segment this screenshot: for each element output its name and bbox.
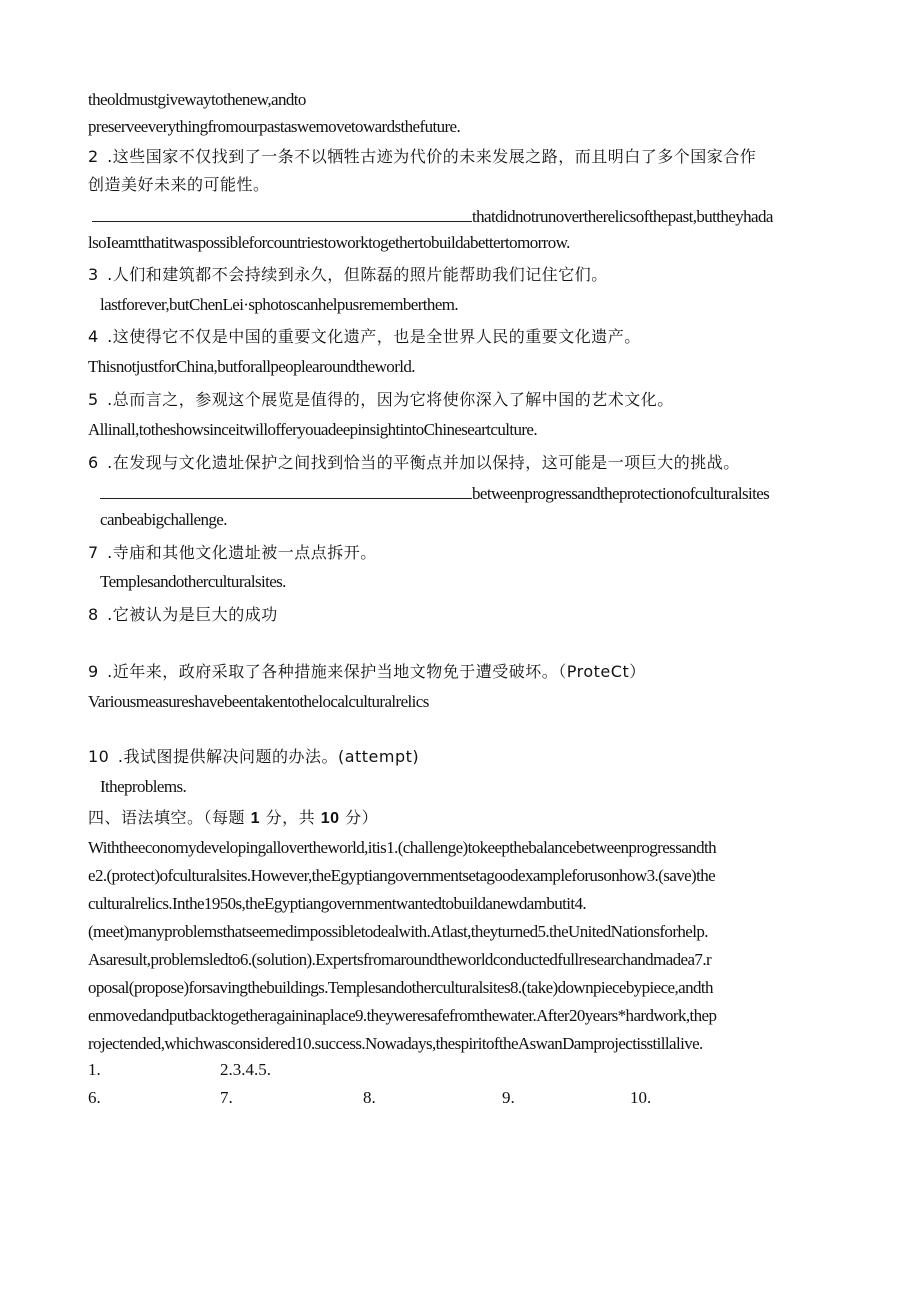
answer-slot-7[interactable]: 7.	[220, 1088, 233, 1107]
question-6-en-text: betweenprogressandtheprotectionofculturalsites	[472, 484, 770, 503]
answer-slot-1[interactable]: 1.	[88, 1060, 101, 1079]
question-2-cn: 2 .这些国家不仅找到了一条不以牺牲古迹为代价的未来发展之路，而且明白了多个国家合作	[88, 147, 757, 166]
passage-line: culturalrelics.Inthe1950s,theEgyptiangovernmentwantedtobuildanewdambutit4.	[88, 894, 587, 913]
question-3-en: lastforever,butChenLei·sphotoscanhelpusrememberthem.	[100, 295, 459, 314]
section-4-points-total: 10	[320, 810, 340, 827]
passage-line: oposal(propose)forsavingthebuildings.Templesandotherculturalsites8.(take)downpiecebypiece,andth	[88, 978, 713, 997]
answer-slot-8[interactable]: 8.	[363, 1088, 376, 1107]
answer-slot-2-5[interactable]: 2.3.4.5.	[220, 1060, 271, 1079]
question-5-cn: 5 .总而言之，参观这个展览是值得的，因为它将使你深入了解中国的艺术文化。	[88, 390, 674, 409]
passage-line: rojectended,whichwasconsidered10.success.Nowadays,thespiritoftheAswanDamprojectisstillalive.	[88, 1034, 703, 1053]
section-4-points-each: 1	[250, 810, 261, 827]
question-7-cn: 7 .寺庙和其他文化遗址被一点点拆开。	[88, 543, 377, 562]
answer-slot-10[interactable]: 10.	[630, 1088, 652, 1107]
answer-slot-6[interactable]: 6.	[88, 1088, 101, 1107]
answer-blank[interactable]	[100, 482, 472, 499]
question-8-cn: 8 .它被认为是巨大的成功	[88, 605, 278, 624]
passage-line: Asaresult,problemsledto6.(solution).Expertsfromaroundtheworldconductedfullresearchandmadea7.r	[88, 950, 712, 969]
question-6-en-cont: canbeabigchallenge.	[100, 510, 227, 529]
question-6-en	[100, 482, 769, 504]
passage-line: (meet)manyproblemsthatseemedimpossibletodealwith.Atlast,theyturned5.theUnitedNationsforhelp.	[88, 922, 708, 941]
question-2-cn-cont: 创造美好未来的可能性。	[88, 175, 270, 194]
text-line: preserveeverythingfromourpastaswemovetowardsthefuture.	[88, 117, 461, 136]
passage-line: Withtheeconomydevelopingallovertheworld,itis1.(challenge)tokeepthebalancebetweenprogressandth	[88, 838, 716, 857]
text-line: theoldmustgivewaytothenew,andto	[88, 90, 306, 109]
question-4-cn: 4 .这使得它不仅是中国的重要文化遗产，也是全世界人民的重要文化遗产。	[88, 327, 641, 346]
question-10-en: Itheproblems.	[100, 777, 187, 796]
answer-slot-9[interactable]: 9.	[502, 1088, 515, 1107]
question-6-cn: 6 .在发现与文化遗址保护之间找到恰当的平衡点并加以保持，这可能是一项巨大的挑战。	[88, 453, 740, 472]
section-4-heading-text: 分，共	[265, 808, 316, 827]
question-2-en-cont: lsoIeamtthatitwaspossibleforcountriestoworktogethertobuildabettertomorrow.	[88, 233, 570, 252]
section-4-heading	[88, 808, 378, 829]
question-5-en: Allinall,totheshowsinceitwillofferyouadeepinsightintoChineseartculture.	[88, 420, 538, 439]
passage-line: enmovedandputbacktogetheragaininaplace9.theyweresafefromthewater.After20years*hardwork,thep	[88, 1006, 717, 1025]
question-7-en: Templesandotherculturalsites.	[100, 572, 286, 591]
passage-line: e2.(protect)ofculturalsites.However,theEgyptiangovernmentsetagoodexampleforusonhow3.(save)the	[88, 866, 716, 885]
question-9-cn: 9 .近年来，政府采取了各种措施来保护当地文物免于遭受破坏。（ProteCt）	[88, 662, 646, 681]
question-4-en: Thisnotjustfor​China,butforallpeoplearoundtheworld.	[88, 357, 415, 376]
section-4-heading-text: 分）	[345, 808, 379, 827]
question-2-en-text: thatdidnotrunovertherelicsofthepast,buttheyhada	[472, 207, 773, 226]
question-2-en	[92, 205, 773, 227]
section-4-heading-text: 四、语法填空。（每题	[88, 808, 246, 827]
question-10-cn: 10 .我试图提供解决问题的办法。(attempt)	[88, 747, 420, 766]
question-9-en: Variousmeasureshavebeentakentothelocalculturalrelics	[88, 692, 429, 711]
question-3-cn: 3 .人们和建筑都不会持续到永久，但陈磊的照片能帮助我们记住它们。	[88, 265, 608, 284]
answer-blank[interactable]	[92, 205, 472, 222]
